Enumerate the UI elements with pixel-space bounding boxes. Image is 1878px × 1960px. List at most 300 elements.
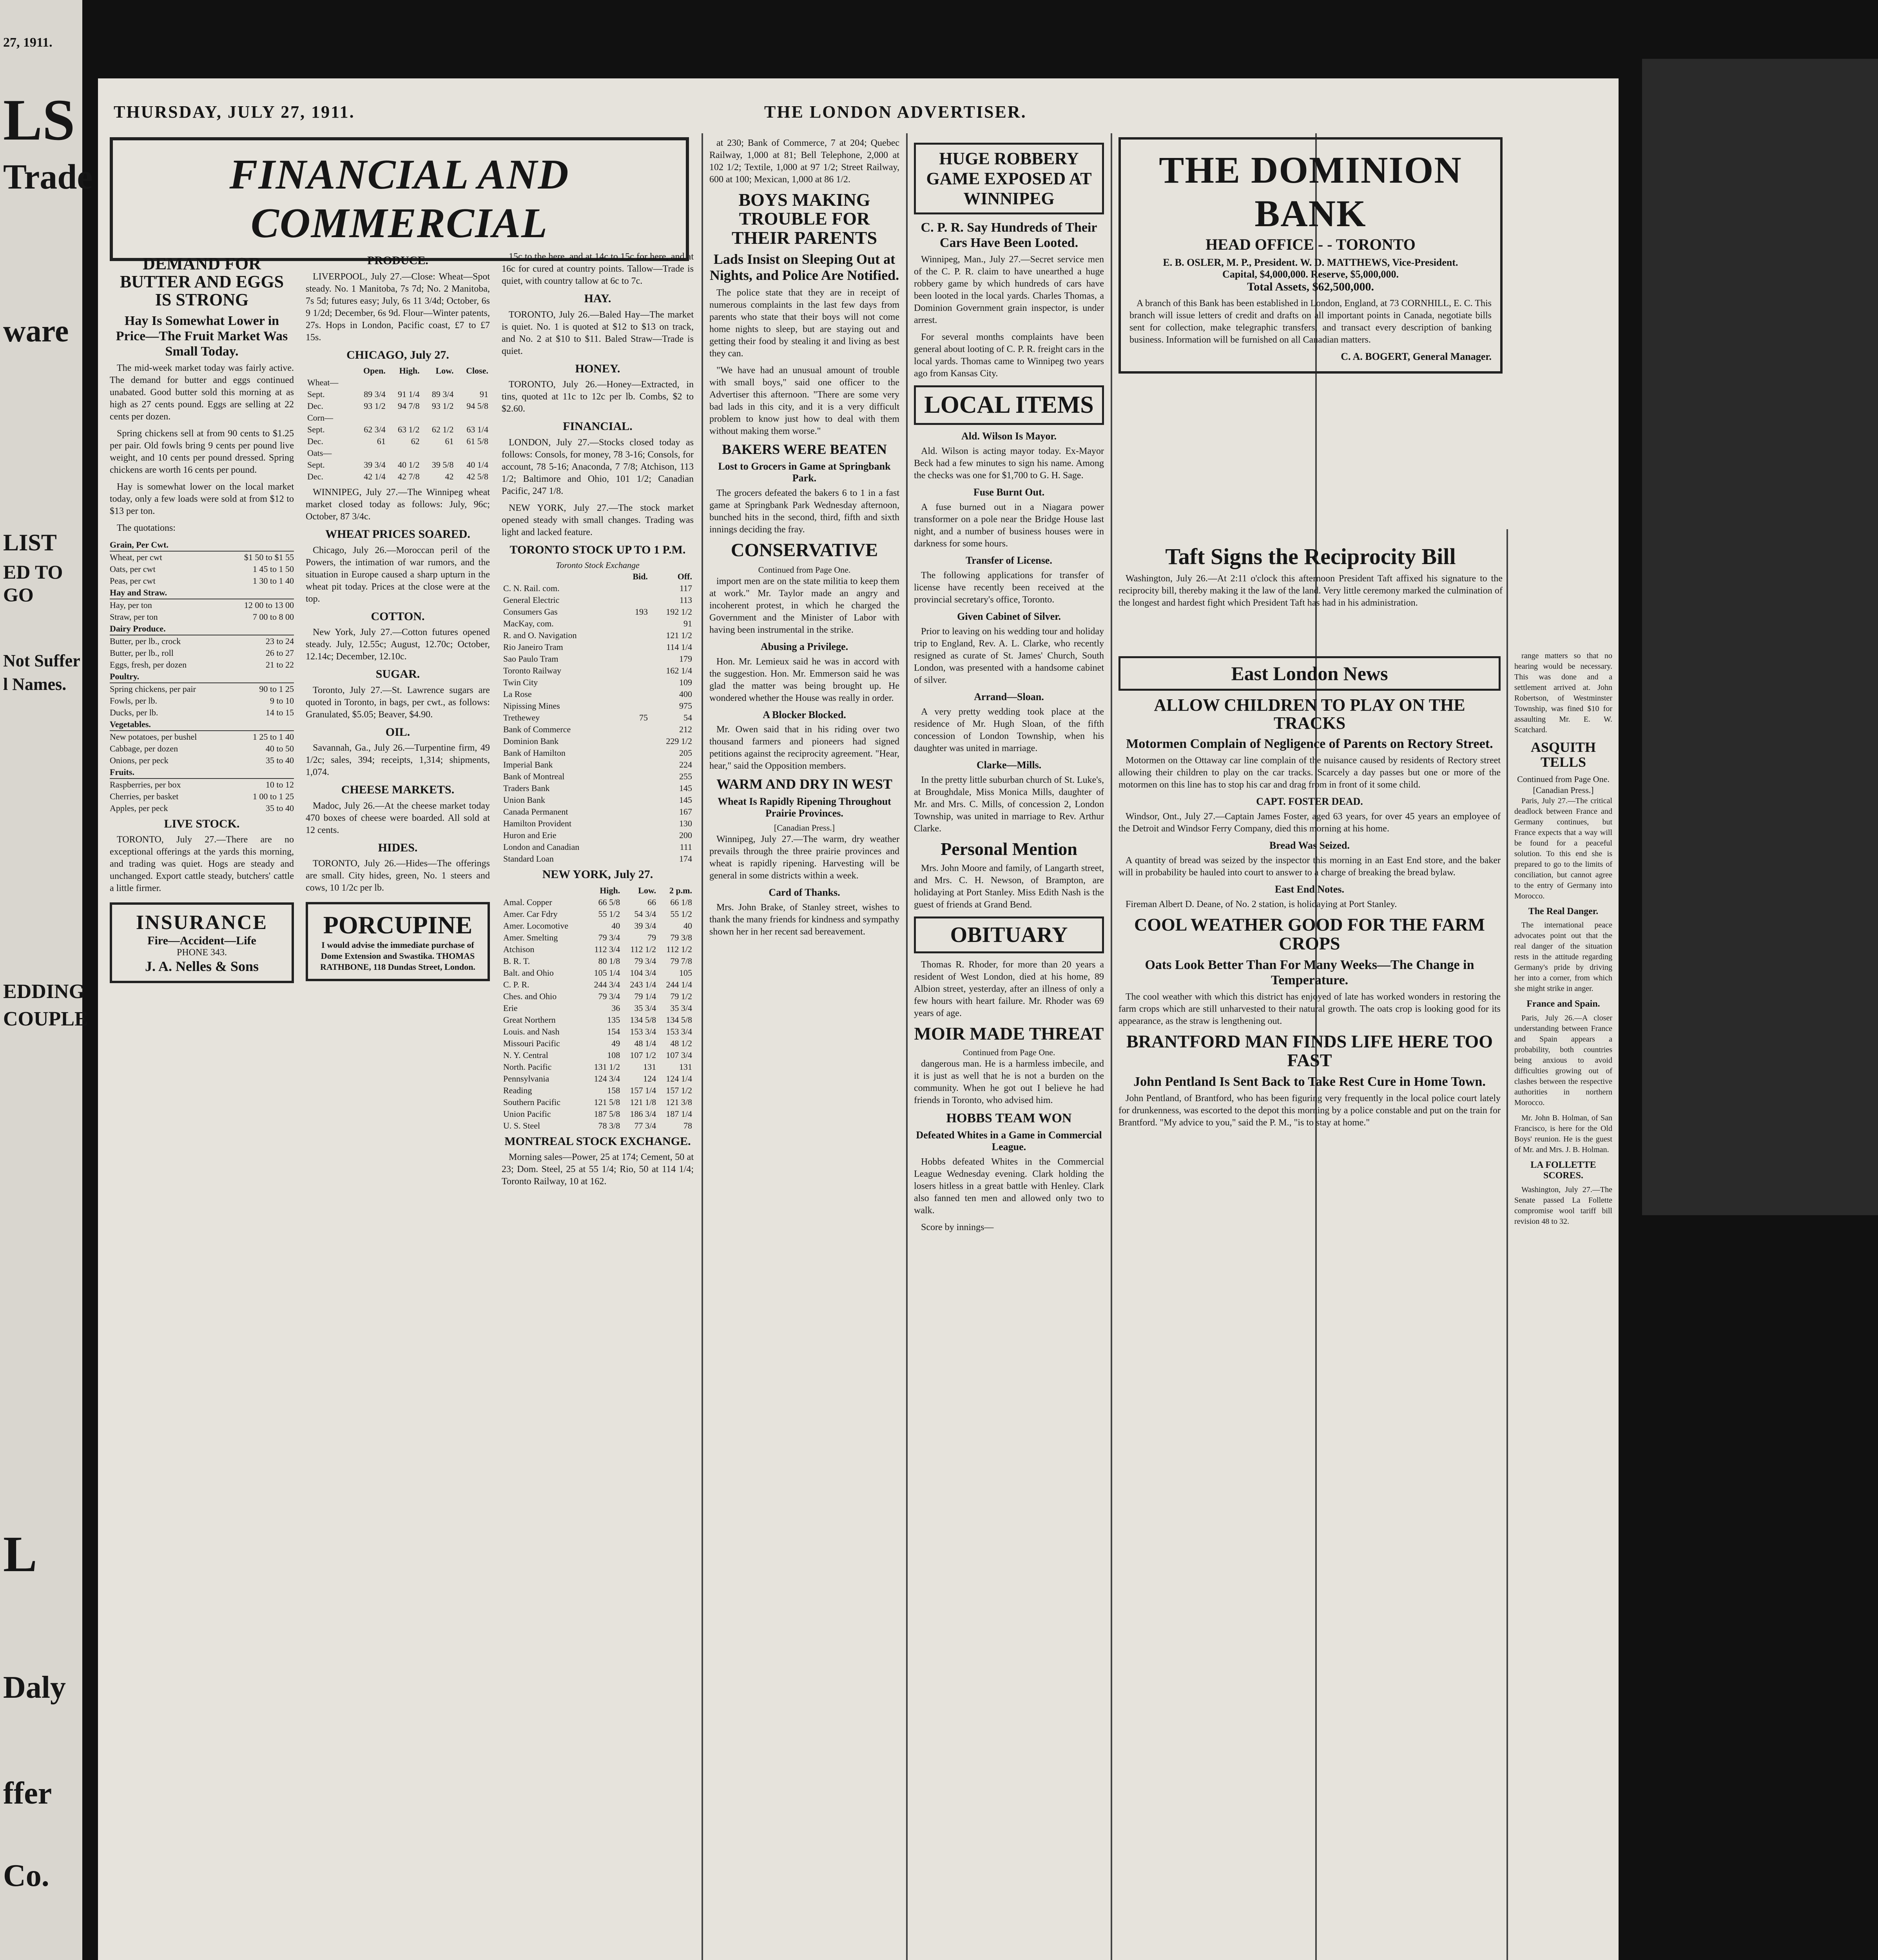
financial-text: LONDON, July 27.—Stocks closed today as follows: Consols, for money, 78 3-16; Consols, for account, 78 5-16; Anaconda, 7 7/8; Atchison, 113 1/2; Baltimore and Ohio, 101 1/2; Canadian Pacific, 247 1/8. — [502, 437, 694, 496]
table-row — [502, 606, 694, 618]
table-cell — [622, 677, 649, 688]
table-cell — [622, 630, 649, 641]
table-cell: 131 — [643, 1062, 656, 1072]
table-row — [502, 979, 694, 991]
moir-text: dangerous man. He is a harmless imbecile, and it is just as well that he is not a burden on the community. When he got out I believe he had friends in Toronto, who advised him. — [914, 1059, 1104, 1106]
issue-date: THURSDAY, JULY 27, 1911. — [114, 102, 355, 122]
quote-row — [110, 575, 294, 587]
table-cell: 42 5/8 — [466, 472, 488, 481]
table-cell — [622, 641, 649, 653]
bank-manager: C. A. BOGERT, General Manager. — [1341, 351, 1492, 362]
table-cell: C. N. Rail. com. — [503, 583, 560, 593]
table-cell: Canada Permanent — [503, 807, 568, 817]
table-cell — [622, 618, 649, 630]
blocker-head: A Blocker Blocked. — [763, 709, 846, 720]
table-cell: 39 3/4 — [634, 920, 656, 931]
paragraph: The mid-week market today was fairly active. The demand for butter and eggs continued unabated. Good butter sold this morning at as high as 27 cents pound. Eggs are selling at 22 cents per dozen. — [110, 363, 294, 422]
table-cell: 109 — [679, 677, 692, 687]
quote-price: 90 to 1 25 — [259, 684, 294, 694]
ny-stock-table — [502, 885, 694, 1132]
quote-price: 14 to 15 — [265, 707, 294, 717]
table-cell: 131 1/2 — [594, 1062, 620, 1072]
table-cell: Missouri Pacific — [503, 1038, 560, 1048]
warm-text: Winnipeg, July 27.—The warm, dry weather prevails through the three prairie provinces and wheat is rapidly ripening. Harvesting will be general in some districts within a week. — [709, 834, 899, 881]
table-cell: 36 — [611, 1003, 620, 1013]
subhead-bakers: Lost to Grocers in Game at Springbank Park. — [718, 461, 891, 484]
paragraph: Spring chickens sell at from 90 cents to $1.25 per pair. Old fowls bring 9 cents per pound live weight, and 10 cents per pound dressed. Spring chickens are worth 16 cents per pound. — [110, 428, 294, 475]
table-cell — [622, 665, 649, 677]
paragraph: Winnipeg, Man., July 27.—Secret service men of the C. P. R. claim to have unearthed a huge robbery game by which hundreds of cars have been looted in the local yards. Charles Thomas, a Dominion Government grain inspector, is under arrest. — [914, 254, 1104, 326]
strip-fragment: EDDING — [3, 980, 85, 1003]
local-item-text: The following applications for transfer of license have recently been received at the provincial secretary's office, Toronto. — [914, 570, 1104, 605]
table-cell: 134 5/8 — [630, 1014, 656, 1025]
table-cell: 78 3/8 — [598, 1120, 620, 1131]
table-cell — [622, 700, 649, 712]
headline-obituary: OBITUARY — [914, 916, 1104, 953]
table-cell: Toronto Railway — [503, 666, 562, 675]
table-cell: 61 5/8 — [466, 436, 488, 446]
quote-item: Cherries, per basket — [110, 791, 179, 801]
paragraph: Hay is somewhat lower on the local market today, only a few loads were sold at from $12 to $13 per ton. — [110, 481, 294, 516]
table-row — [502, 665, 694, 677]
table-row — [502, 1096, 694, 1108]
local-item-head: Arrand—Sloan. — [974, 691, 1044, 702]
chicago-head: CHICAGO, July 27. — [346, 348, 449, 361]
headline-personal: Personal Mention — [941, 838, 1077, 859]
table-cell: Imperial Bank — [503, 760, 553, 769]
quote-row — [110, 611, 294, 623]
table-cell — [387, 447, 421, 459]
table-cell: Union Pacific — [503, 1109, 551, 1119]
table-cell: 79 1/4 — [634, 991, 656, 1001]
table-cell: Amer. Smelting — [503, 932, 558, 942]
table-row — [306, 412, 490, 424]
table-row — [502, 618, 694, 630]
taft-text: Washington, July 26.—At 2:11 o'clock this afternoon President Taft affixed his signature to the reciprocity bill, thereby making it the law of the land. Very little ceremony marked the culmination of the longest and hardest fight which President Taft has had in his administration. — [1118, 573, 1503, 608]
table-cell: Sept. — [307, 389, 325, 399]
table-cell: 174 — [679, 854, 692, 864]
table-cell: Sept. — [307, 460, 325, 470]
headline-robbery: HUGE ROBBERY GAME EXPOSED AT WINNIPEG — [914, 143, 1104, 214]
table-row — [502, 771, 694, 782]
table-cell: Wheat— — [307, 377, 339, 387]
local-item — [914, 626, 1104, 686]
table-row — [502, 841, 694, 853]
strip-fragment: L — [3, 1526, 37, 1583]
table-row — [306, 436, 490, 447]
table-cell: 121 3/8 — [666, 1097, 692, 1107]
column-rule — [1506, 529, 1508, 1960]
bread-head: Bread Was Seized. — [1269, 840, 1350, 851]
quote-price: 12 00 to 13 00 — [244, 600, 294, 610]
bank-head-office: HEAD OFFICE - - TORONTO — [1205, 236, 1416, 253]
table-cell: 121 1/2 — [666, 630, 692, 640]
cotton-head: COTTON. — [371, 610, 425, 623]
table-cell — [622, 806, 649, 818]
newspaper-page — [98, 78, 1619, 1960]
headline-bakers: BAKERS WERE BEATEN — [722, 441, 887, 457]
headline-children: ALLOW CHILDREN TO PLAY ON THE TRACKS — [1154, 695, 1465, 733]
table-row — [502, 920, 694, 932]
quote-item: Ducks, per lb. — [110, 707, 158, 717]
table-cell — [622, 829, 649, 841]
quote-item: Straw, per ton — [110, 612, 158, 622]
headline-conservative: CONSERVATIVE — [731, 540, 878, 561]
table-row — [502, 641, 694, 653]
table-header-cell — [502, 885, 586, 897]
table-cell: Ches. and Ohio — [503, 991, 557, 1001]
table-row — [502, 1073, 694, 1085]
bank-officers: E. B. OSLER, M. P., President. W. D. MATTHEWS, Vice-President. — [1163, 257, 1458, 268]
table-cell: London and Canadian — [503, 842, 580, 852]
table-cell: 187 1/4 — [666, 1109, 692, 1119]
paragraph: For several months complaints have been general about looting of C. P. R. freight cars in the local yards. Thomas came to Winnipeg two years ago from Kansas City. — [914, 332, 1104, 379]
quote-item: Hay, per ton — [110, 600, 152, 610]
table-cell: 124 — [643, 1073, 656, 1083]
strip-fragment: l Names. — [3, 675, 67, 694]
continued-note: Continued from Page One. — [963, 1047, 1055, 1058]
local-item-text: In the pretty little suburban church of St. Luke's, at Broughdale, Miss Monica Mills, daughter of Mr. and Mrs. C. Mills, of concession 2, London Township, was united in marriage to Rev. Arthur Clarke. — [914, 775, 1104, 834]
table-row — [502, 700, 694, 712]
table-row — [502, 735, 694, 747]
strip-fragment: Not Suffer — [3, 651, 80, 670]
eastend-head: East End Notes. — [1275, 884, 1344, 895]
quote-section: Vegetables. — [110, 719, 294, 731]
table-header-cell — [306, 365, 352, 377]
market-quotations — [110, 539, 294, 814]
table-cell: Bank of Commerce — [503, 724, 571, 734]
table-cell: 130 — [679, 818, 692, 828]
table-cell — [622, 818, 649, 829]
headline-moir: MOIR MADE THREAT — [914, 1023, 1104, 1044]
table-cell: 75 — [639, 713, 648, 722]
masthead: THE LONDON ADVERTISER. — [764, 102, 1027, 122]
table-cell: 40 1/4 — [466, 460, 488, 470]
quote-price: 9 to 10 — [270, 695, 294, 706]
table-cell: Bank of Hamilton — [503, 748, 566, 758]
table-cell: Oats— — [307, 448, 332, 458]
strip-fragment: ware — [3, 314, 69, 348]
table-cell: 80 1/8 — [598, 956, 620, 966]
table-cell: 135 — [607, 1014, 620, 1025]
table-row — [306, 377, 490, 388]
financial-head: FINANCIAL. — [563, 420, 633, 433]
table-cell: 154 — [607, 1026, 620, 1036]
strip-fragment: LIST — [3, 530, 57, 555]
table-cell: Amal. Copper — [503, 897, 552, 907]
wheat-text: Chicago, July 26.—Moroccan peril of the Powers, the intimation of war rumors, and the situation in Europe caused a sharp upturn in the wheat pit today. Prices at the close were at the top. — [306, 545, 490, 604]
table-cell: MacKay, com. — [503, 619, 554, 628]
table-cell: B. R. T. — [503, 956, 530, 966]
table-cell: 40 — [611, 920, 620, 931]
table-cell: 79 3/4 — [598, 932, 620, 942]
press-credit: [Canadian Press.] — [1533, 785, 1594, 795]
quote-row — [110, 635, 294, 647]
table-row — [502, 1049, 694, 1061]
table-cell: Amer. Locomotive — [503, 920, 569, 931]
headline-taft: Taft Signs the Reciprocity Bill — [1165, 544, 1456, 569]
bank-assets: Total Assets, $62,500,000. — [1247, 280, 1374, 293]
table-cell: 42 — [445, 472, 454, 481]
table-cell: 187 5/8 — [594, 1109, 620, 1119]
table-cell: 205 — [679, 748, 692, 758]
asquith-text: Paris, July 27.—The critical deadlock between France and Germany continues, but France expects that a way will be found for a peaceful solution. To this end she is prepared to go to the limits of conciliation, but cannot agree to the entry of Germany into Morocco. — [1514, 796, 1612, 900]
quote-section: Grain, Per Cwt. — [110, 539, 294, 552]
quote-item: Onions, per peck — [110, 755, 169, 765]
table-cell: 111 — [680, 842, 692, 852]
table-cell — [352, 412, 387, 424]
subhead-butter-eggs: Hay Is Somewhat Lower in Price—The Fruit Market Was Small Today. — [116, 313, 288, 359]
table-row — [502, 677, 694, 688]
quote-row — [110, 647, 294, 659]
quote-row — [110, 779, 294, 791]
table-cell: 193 — [634, 607, 648, 617]
stock-continued: at 230; Bank of Commerce, 7 at 204; Quebec Railway, 1,000 at 81; Bell Telephone, 2,000 at 102 1/2; Textile, 1,000 at 97 1/2; Street Railway, 600 at 100; Mexican, 1,000 at 86 1/2. — [709, 138, 899, 185]
table-cell: 124 3/4 — [594, 1073, 620, 1083]
strip-fragment: COUPLE — [3, 1008, 88, 1030]
ny-stock-head: NEW YORK, July 27. — [542, 868, 653, 881]
hay-head: HAY. — [584, 292, 611, 305]
table-cell: 192 1/2 — [666, 607, 692, 617]
quote-price: 26 to 27 — [265, 648, 294, 658]
quote-row — [110, 695, 294, 707]
table-row — [502, 1108, 694, 1120]
table-cell: Trethewey — [503, 713, 540, 722]
hides-text: TORONTO, July 26.—Hides—The offerings are small. City hides, green, No. 1 steers and cows, 10 1/2c per lb. — [306, 858, 490, 893]
table-cell: 162 1/4 — [666, 666, 692, 675]
bakers-text: The grocers defeated the bakers 6 to 1 in a fast game at Springbank Park Wednesday afternoon, bunched hits in the second, third, fifth and sixth innings deciding the fray. — [709, 488, 899, 535]
blocker-text: Mr. Owen said that in his riding over two thousand farmers and pioneers had signed petitions against the reciprocity agreement. "Hear, hear," said the Opposition members. — [709, 724, 899, 771]
table-cell: Louis. and Nash — [503, 1026, 560, 1036]
strip-fragment: ED TO GO — [3, 561, 63, 606]
quote-price: 40 to 50 — [265, 743, 294, 753]
table-cell — [622, 653, 649, 665]
follette-head: LA FOLLETTE SCORES. — [1530, 1160, 1596, 1181]
table-cell: 131 — [679, 1062, 692, 1072]
court-continued: range matters so that no hearing would be necessary. This was done and a settlement arrived at. John Robertson, of Westminster Township, was fined $10 for assaulting Mr. E. W. Scatchard. — [1514, 652, 1612, 734]
headline-local-items: LOCAL ITEMS — [914, 385, 1104, 425]
table-cell: 42 7/8 — [398, 472, 420, 481]
table-cell: 79 3/4 — [598, 991, 620, 1001]
table-row — [502, 594, 694, 606]
table-cell: 94 7/8 — [398, 401, 420, 411]
table-cell: Corn— — [307, 413, 333, 423]
table-cell: 91 — [480, 389, 488, 399]
table-cell: 42 1/4 — [364, 472, 386, 481]
table-cell: 35 3/4 — [634, 1003, 656, 1013]
table-cell: 244 1/4 — [666, 979, 692, 989]
column-5 — [914, 137, 1104, 1960]
dominion-bank-ad — [1118, 137, 1503, 374]
table-row — [502, 653, 694, 665]
table-cell: Balt. and Ohio — [503, 967, 554, 978]
local-item-text: Prior to leaving on his wedding tour and holiday trip to England, Rev. A. L. Clarke, who recently resigned as curate of St. James' Church, South London, was presented with a handsome cabinet of silver. — [914, 626, 1104, 685]
livestock-head: LIVE STOCK. — [164, 817, 240, 830]
sugar-text: Toronto, July 27.—St. Lawrence sugars are quoted in Toronto, in bags, per cwt., as follows: Granulated, $5.05; Beaver, $4.90. — [306, 685, 490, 720]
headline-warm: WARM AND DRY IN WEST — [716, 776, 892, 792]
table-cell: 167 — [679, 807, 692, 817]
table-cell: 107 1/2 — [630, 1050, 656, 1060]
table-cell: 105 1/4 — [594, 967, 620, 978]
table-cell: 200 — [679, 830, 692, 840]
table-cell: Consumers Gas — [503, 607, 558, 617]
strip-date: 27, 1911. — [3, 35, 53, 50]
table-cell: U. S. Steel — [503, 1120, 540, 1131]
table-cell: 93 1/2 — [364, 401, 386, 411]
table-row — [502, 1014, 694, 1026]
section-banner: FINANCIAL AND COMMERCIAL — [110, 137, 689, 261]
table-cell — [421, 377, 455, 388]
quote-row — [110, 791, 294, 802]
table-cell: 55 1/2 — [670, 909, 692, 919]
quote-row — [110, 683, 294, 695]
table-cell: 48 1/4 — [634, 1038, 656, 1048]
table-cell — [387, 377, 421, 388]
cheese-text: Madoc, July 26.—At the cheese market today 470 boxes of cheese were boarded. All sold at 12 cents. — [306, 800, 490, 835]
table-row — [502, 724, 694, 735]
table-row — [502, 1002, 694, 1014]
table-cell — [622, 594, 649, 606]
table-cell — [622, 841, 649, 853]
insurance-line: Fire—Accident—Life — [147, 934, 256, 947]
subhead-warm: Wheat Is Rapidly Ripening Throughout Prairie Provinces. — [718, 796, 891, 819]
produce-head: PRODUCE. — [367, 254, 428, 267]
thanks-head: Card of Thanks. — [769, 887, 840, 898]
table-cell: Southern Pacific — [503, 1097, 561, 1107]
table-cell — [622, 583, 649, 594]
table-cell: 212 — [679, 724, 692, 734]
follette-text: Washington, July 27.—The Senate passed La Follette compromise wool tariff bill revision 48 to 32. — [1514, 1185, 1612, 1226]
table-cell: 54 — [683, 713, 692, 722]
table-cell: 35 3/4 — [670, 1003, 692, 1013]
quote-price: 1 45 to 1 50 — [252, 564, 294, 574]
quote-item: Butter, per lb., roll — [110, 648, 174, 658]
cotton-text: New York, July 27.—Cotton futures opened steady. July, 12.55c; August, 12.70c; October, 12.14c; December, 12.10c. — [306, 627, 490, 662]
quote-row — [110, 755, 294, 766]
obituary-text: Thomas R. Rhoder, for more than 20 years a resident of West London, died at his home, 89 Albion street, yesterday, after an illness of only a few hours with heart failure. Mr. Rhoder was 69 years of age. — [914, 959, 1104, 1018]
table-cell: Dec. — [307, 436, 323, 446]
table-cell: 79 — [647, 932, 656, 942]
table-row — [502, 1061, 694, 1073]
quote-section: Dairy Produce. — [110, 623, 294, 635]
quote-price: 23 to 24 — [265, 636, 294, 646]
headline-east-london: East London News — [1118, 656, 1501, 691]
table-cell: 66 1/8 — [670, 897, 692, 907]
table-cell: 104 3/4 — [630, 967, 656, 978]
table-cell: 400 — [679, 689, 692, 699]
table-cell — [455, 377, 490, 388]
column-3 — [502, 251, 694, 1960]
table-cell: Dominion Bank — [503, 736, 559, 746]
table-row — [502, 759, 694, 771]
hides-head: HIDES. — [378, 841, 418, 854]
winnipeg-text: WINNIPEG, July 27.—The Winnipeg wheat market closed today as follows: July, 96c; October, 87 3/4c. — [306, 487, 490, 522]
table-row — [502, 747, 694, 759]
column-4 — [709, 137, 899, 1960]
table-cell: 40 1/2 — [398, 460, 420, 470]
column-1 — [110, 251, 294, 1960]
table-row — [306, 471, 490, 483]
scan-margin — [1642, 59, 1878, 1215]
table-row — [306, 388, 490, 400]
table-cell: 62 3/4 — [364, 425, 386, 434]
paragraph: The quotations: — [117, 523, 176, 533]
quote-price: 21 to 22 — [265, 659, 294, 670]
table-cell: Erie — [503, 1003, 518, 1013]
subhead-cool-weather: Oats Look Better Than For Many Weeks—The Change in Temperature. — [1145, 957, 1474, 987]
local-item — [914, 774, 1104, 835]
oil-head: OIL. — [385, 725, 410, 739]
table-cell: 179 — [679, 654, 692, 664]
table-header-row — [502, 885, 694, 897]
table-cell: Hamilton Provident — [503, 818, 572, 828]
bank-text: A branch of this Bank has been established in London, England, at 73 CORNHILL, E. C. This branch will issue letters of credit and drafts on all important points in Canada, negotiate bills sent for collection, make telegraphic transfers, and transact every description of banking business. Information will be furnished on all Canadian matters. — [1129, 298, 1492, 345]
quote-price: 7 00 to 8 00 — [252, 612, 294, 622]
table-cell: 55 1/2 — [598, 909, 620, 919]
table-cell: 117 — [679, 583, 692, 593]
table-cell — [622, 688, 649, 700]
table-row — [502, 967, 694, 979]
local-item-head: Given Cabinet of Silver. — [957, 610, 1061, 622]
quote-row — [110, 659, 294, 671]
table-cell: 79 3/4 — [634, 956, 656, 966]
table-cell: 54 3/4 — [634, 909, 656, 919]
danger-text: The international peace advocates point out that the real danger of the situation rests in the attitude regarding Germany's pride by driving her into a corner, from which she might strike in anger. — [1514, 921, 1612, 993]
table-cell: 40 — [683, 920, 692, 931]
dominion-bank-ad-region — [1118, 137, 1503, 529]
table-cell: 153 3/4 — [630, 1026, 656, 1036]
table-row — [502, 818, 694, 829]
abusing-text: Hon. Mr. Lemieux said he was in accord with the suggestion. Hon. Mr. Emmerson said he was glad the matter was being brought up. He wondered whether the House was really in order. — [709, 656, 899, 703]
grain-table — [306, 365, 490, 483]
article-butter-eggs — [110, 362, 294, 534]
quote-section: Fruits. — [110, 766, 294, 779]
oil-text: Savannah, Ga., July 26.—Turpentine firm, 49 1/2c; sales, 394; receipts, 1,314; shipments, 1,074. — [306, 743, 490, 777]
sugar-head: SUGAR. — [375, 668, 420, 681]
table-cell: 63 1/2 — [398, 425, 420, 434]
table-cell: 112 1/2 — [666, 944, 692, 954]
page-header — [114, 102, 1603, 125]
table-cell: 229 1/2 — [666, 736, 692, 746]
table-cell: Rio Janeiro Tram — [503, 642, 563, 652]
table-cell: 121 1/8 — [630, 1097, 656, 1107]
table-cell: R. and O. Navigation — [503, 630, 577, 640]
table-row — [502, 944, 694, 955]
cheese-head: CHEESE MARKETS. — [341, 783, 455, 796]
column-2 — [306, 251, 490, 1960]
cool-text: The cool weather with which this district has enjoyed of late has worked wonders in restoring the farm crops which are still unharvested to their natural growth. The oats crop is looking good for its appearance, as the straw is lengthening out. — [1118, 991, 1501, 1026]
subhead-hobbs: Defeated Whites in a Game in Commercial League. — [916, 1129, 1102, 1152]
quote-price: 1 30 to 1 40 — [252, 575, 294, 586]
table-row — [502, 1085, 694, 1096]
table-header-cell: Close. — [466, 366, 488, 376]
quote-row — [110, 563, 294, 575]
table-row — [502, 991, 694, 1002]
quote-price: 1 25 to 1 40 — [252, 731, 294, 742]
table-row — [502, 688, 694, 700]
local-item — [914, 706, 1104, 755]
table-header-cell: Bid. — [633, 572, 648, 581]
quote-item: Raspberries, per box — [110, 779, 181, 789]
table-header-cell: High. — [600, 885, 620, 895]
quote-row — [110, 743, 294, 755]
table-cell: Pennsylvania — [503, 1073, 549, 1083]
table-cell: 91 — [683, 619, 692, 628]
subhead-robbery: C. P. R. Say Hundreds of Their Cars Have Been Looted. — [921, 220, 1097, 250]
porcupine-ad — [306, 902, 490, 981]
wheat-head: WHEAT PRICES SOARED. — [325, 528, 470, 541]
headline-cool-weather: COOL WEATHER GOOD FOR THE FARM CROPS — [1134, 915, 1485, 954]
